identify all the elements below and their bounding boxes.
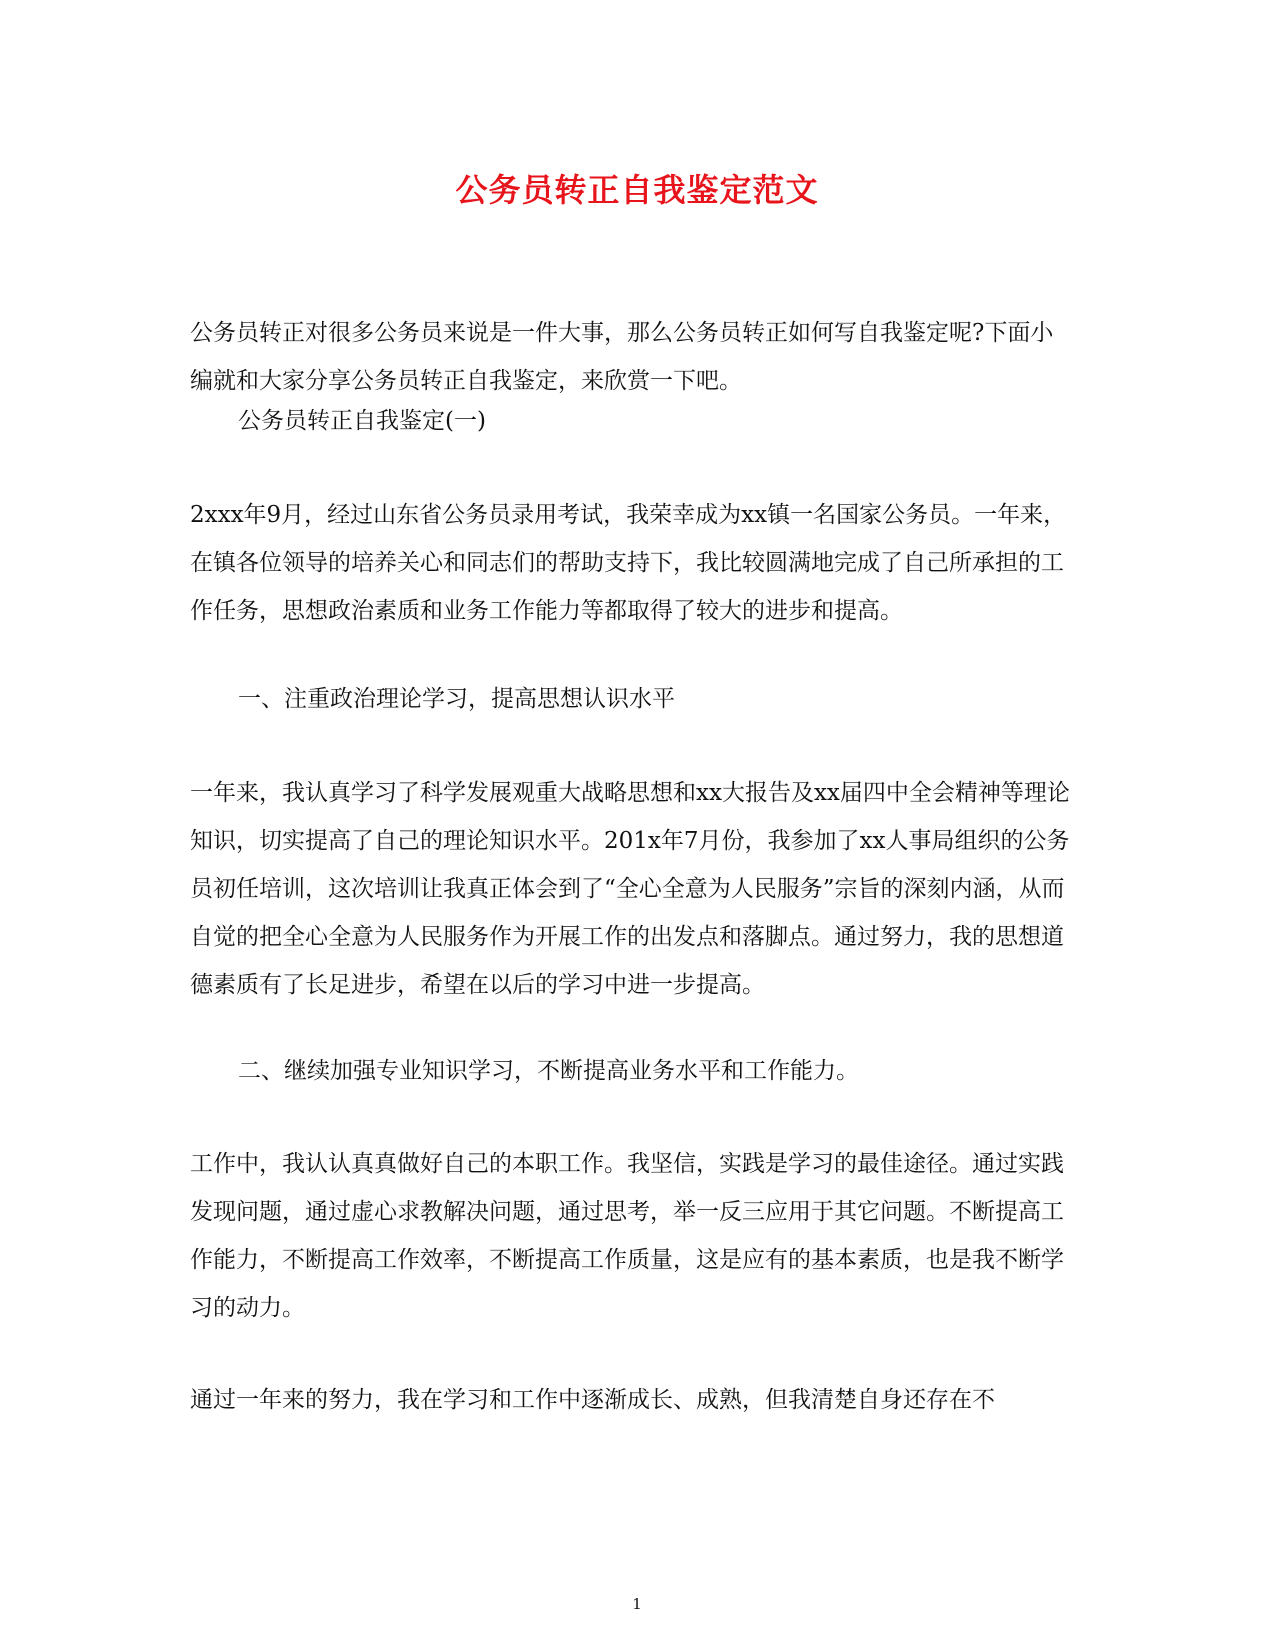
intro-paragraph: 公务员转正对很多公务员来说是一件大事，那么公务员转正如何写自我鉴定呢?下面小编就和大家分享公务员转正自我鉴定，来欣赏一下吧。 <box>190 320 1054 394</box>
heading-1: 一、注重政治理论学习，提高思想认识水平 <box>238 686 675 712</box>
heading-2: 二、继续加强专业知识学习，不断提高业务水平和工作能力。 <box>238 1058 859 1084</box>
page-number: 1 <box>632 1595 642 1613</box>
body-paragraph-4: 通过一年来的努力，我在学习和工作中逐渐成长、成熟，但我清楚自身还存在不 <box>190 1387 995 1413</box>
body-paragraph-2: 一年来，我认真学习了科学发展观重大战略思想和xx大报告及xx届四中全会精神等理论知识，切实提高了自己的理论知识水平。201x年7月份，我参加了xx人事局组织的公务员初任培训，这次培训让我真正体会到了“全心全意为人民服务”宗旨的深刻内涵，从而自觉的把全心全意为人民服务作为开展工作的出发点和落脚点。通过努力，我的思想道德素质有了长足进步，希望在以后的学习中进一步提高。 <box>190 780 1070 998</box>
document-title: 公务员转正自我鉴定范文 <box>455 171 819 209</box>
body-paragraph-1: 2xxx年9月，经过山东省公务员录用考试，我荣幸成为xx镇一名国家公务员。一年来，在镇各位领导的培养关心和同志们的帮助支持下，我比较圆满地完成了自己所承担的工作任务，思想政治素质和业务工作能力等都取得了较大的进步和提高。 <box>190 502 1067 624</box>
section-heading: 公务员转正自我鉴定(一) <box>238 408 486 434</box>
body-paragraph-3: 工作中，我认认真真做好自己的本职工作。我坚信，实践是学习的最佳途径。通过实践发现问题，通过虚心求教解决问题，通过思考，举一反三应用于其它问题。不断提高工作能力，不断提高工作效率，不断提高工作质量，这是应有的基本素质，也是我不断学习的动力。 <box>190 1151 1064 1321</box>
